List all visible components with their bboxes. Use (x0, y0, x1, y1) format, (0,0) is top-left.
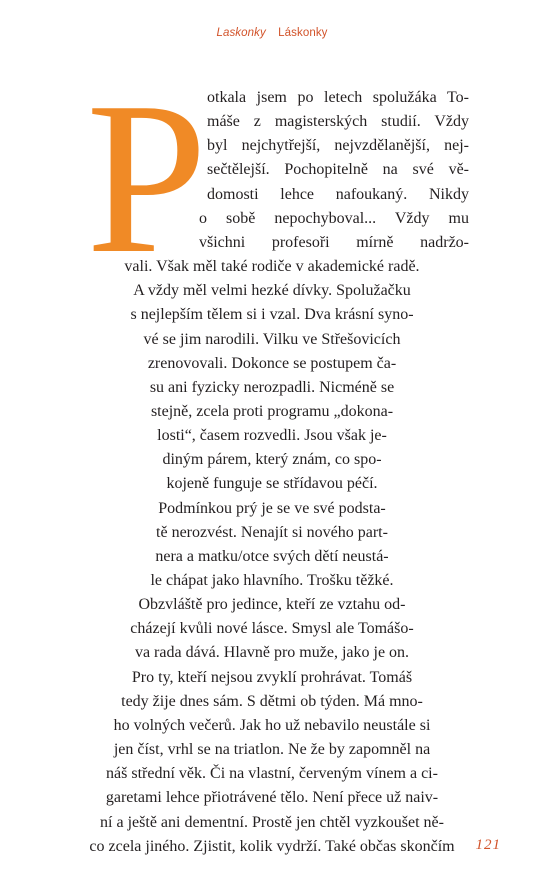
text-line: tě nerozvést. Nenajít si nového part- (156, 523, 388, 541)
text-line: Podmínkou prý je se ve své podsta- (158, 499, 386, 517)
text-line: tedy žije dnes sám. S dětmi ob týden. Má mno- (121, 692, 423, 710)
running-header (0, 27, 544, 39)
text-line: byl nejchytřejší, nejvzdělanější, nej- (207, 137, 469, 155)
text-line: jen číst, vrhl se na triatlon. Ne že by zapomněl na (113, 741, 431, 759)
text-line: kojeně funguje se střídavou péčí. (166, 475, 378, 493)
text-line: ho volných večerů. Jak ho už nebavilo neustále si (113, 716, 431, 734)
text-line: vali. Však měl také rodiče v akademické radě. (124, 258, 420, 276)
text-line: su ani fyzicky nerozpadli. Nicméně se (149, 378, 395, 396)
text-line: co zcela jiného. Zjistit, kolik vydrží. Také občas skončím (89, 837, 455, 855)
text-line: diným párem, který znám, co spo- (162, 451, 382, 469)
header-title-italic: Laskonky (216, 27, 266, 39)
text-line: všichni profesoři mírně nadržo- (199, 233, 469, 251)
text-line: otkala jsem po letech spolužáka To- (207, 89, 469, 106)
page-number: 121 (475, 837, 501, 853)
text-line: le chápat jako hlavního. Trošku těžké. (150, 572, 394, 589)
text-line: ní a ještě ani dementní. Prostě jen chtěl vyzkoušet ně- (100, 813, 444, 831)
text-line: cházejí kvůli nové lásce. Smysl ale Tomášo- (130, 620, 414, 638)
text-line: Obzvláště pro jedince, kteří ze vztahu od- (138, 596, 406, 614)
text-line: zrenovovali. Dokonce se postupem ča- (147, 354, 397, 372)
text-line: Pro ty, kteří nejsou zvyklí prohrávat. Tomáš (131, 668, 413, 686)
text-line: domosti lehce nafoukaný. Nikdy (207, 185, 469, 203)
text-line: o sobě nepochyboval... Vždy mu (199, 209, 469, 227)
text-line: garetami lehce přiotrávené tělo. Není přece už naiv- (105, 789, 439, 807)
text-line: vé se jim narodili. Vilku ve Střešovicích (143, 330, 401, 348)
text-line: losti“, časem rozvedli. Jsou však je- (157, 427, 387, 445)
text-line: sečtělejší. Pochopitelně na své vě- (207, 161, 469, 179)
text-line: A vždy měl velmi hezké dívky. Spolužačku (133, 282, 411, 300)
text-line: va rada dává. Hlavně pro muže, jako je on. (134, 644, 410, 662)
text-line: nera a matku/otce svých dětí neustá- (155, 547, 389, 565)
text-line: s nejlepším tělem si i vzal. Dva krásní syno- (130, 306, 414, 324)
drop-cap: P (86, 58, 208, 299)
text-line: náš střední věk. Či na vlastní, červeným vínem a ci- (106, 765, 438, 783)
text-line: máše z magisterských studií. Vždy (207, 113, 469, 131)
header-title: Láskonky (278, 27, 328, 39)
text-line: stejně, zcela proti programu „dokona- (150, 402, 394, 420)
